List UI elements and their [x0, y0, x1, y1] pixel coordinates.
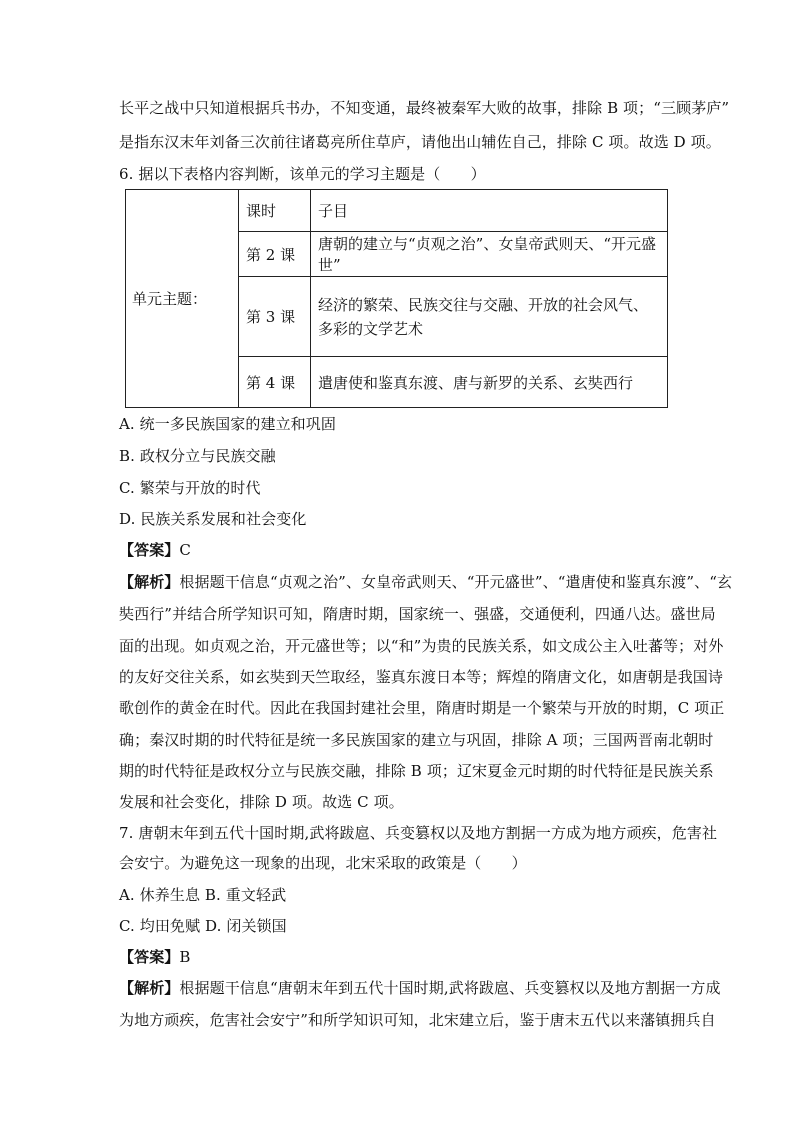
lesson-table: [125, 189, 668, 408]
analysis-line: [119, 572, 733, 592]
option-c: C. 繁荣与开放的时代: [119, 479, 261, 497]
table-cell-topic: 唐朝的建立与“贞观之治”、女皇帝武则天、“开元盛世”: [311, 232, 668, 276]
analysis-text: 歌创作的黄金在时代。因此在我国封建社会里，隋唐时期是一个繁荣与开放的时期，C 项正: [119, 699, 725, 717]
answer-label: 【答案】: [119, 948, 180, 966]
header-period: 课时: [239, 190, 311, 232]
question-7-stem: 7. 唐朝末年到五代十国时期,武将跋扈、兵变篡权以及地方割据一方成为地方顽疾，危害社: [119, 824, 718, 842]
analysis-text: 根据题干信息“唐朝末年到五代十国时期,武将跋扈、兵变篡权以及地方割据一方成: [179, 979, 721, 997]
options-row: A. 休养生息 B. 重文轻武: [119, 886, 287, 904]
analysis-text: 面的出现。如贞观之治，开元盛世等；以“和”为贵的民族关系，如文成公主入吐蕃等；对外: [119, 637, 724, 655]
answer-line: [119, 540, 679, 560]
table-cell-topic: 遣唐使和鉴真东渡、唐与新罗的关系、玄奘西行: [311, 357, 668, 408]
table-cell-topic: 经济的繁荣、民族交往与交融、开放的社会风气、多彩的文学艺术: [311, 276, 668, 357]
answer-label: 【答案】: [119, 541, 180, 559]
table-cell-period: 第 3 课: [239, 276, 311, 357]
analysis-text: 确；秦汉时期的时代特征是统一多民族国家的建立与巩固，排除 A 项；三国两晋南北朝时: [119, 731, 714, 749]
option-a: A. 统一多民族国家的建立和巩固: [119, 415, 336, 433]
question-6-stem: 6. 据以下表格内容判断，该单元的学习主题是（ ）: [119, 165, 486, 183]
option-d: D. 民族关系发展和社会变化: [119, 510, 307, 528]
analysis-label: 【解析】: [119, 573, 180, 591]
analysis-text: 奘西行”并结合所学知识可知，隋唐时期，国家统一、强盛，交通便利，四通八达。盛世局: [119, 605, 716, 623]
text-line: 长平之战中只知道根据兵书办，不知变通，最终被秦军大败的故事，排除 B 项；“三顾茅庐”: [119, 99, 730, 117]
analysis-label: 【解析】: [119, 979, 180, 997]
analysis-text: 的友好交往关系，如玄奘到天竺取经，鉴真东渡日本等；辉煌的隋唐文化，如唐朝是我国诗: [119, 668, 724, 686]
analysis-text: 根据题干信息“贞观之治”、女皇帝武则天、“开元盛世”、“遣唐使和鉴真东渡”、“玄: [179, 573, 733, 591]
answer-line: [119, 947, 679, 967]
table-cell-period: 第 2 课: [239, 232, 311, 276]
table-cell-period: 第 4 课: [239, 357, 311, 408]
analysis-text: 期的时代特征是政权分立与民族交融，排除 B 项；辽宋夏金元时期的时代特征是民族关系: [119, 762, 714, 780]
header-topic: 子目: [311, 190, 668, 232]
question-7-stem: 会安宁。为避免这一现象的出现，北宋采取的政策是（ ）: [119, 854, 527, 872]
analysis-text: 发展和社会变化，排除 D 项。故选 C 项。: [119, 793, 404, 811]
option-b: B. 政权分立与民族交融: [119, 447, 276, 465]
unit-theme-label: 单元主题：: [126, 190, 239, 408]
analysis-text: 为地方顽疾，危害社会安宁”和所学知识可知，北宋建立后，鉴于唐末五代以来藩镇拥兵自: [119, 1011, 716, 1029]
text-line: 是指东汉末年刘备三次前往诸葛亮所住草庐，请他出山辅佐自己，排除 C 项。故选 D 项。: [119, 133, 721, 151]
analysis-line: [119, 978, 721, 998]
answer-value: C: [179, 541, 191, 559]
options-row: C. 均田免赋 D. 闭关锁国: [119, 917, 287, 935]
answer-value: B: [179, 948, 191, 966]
